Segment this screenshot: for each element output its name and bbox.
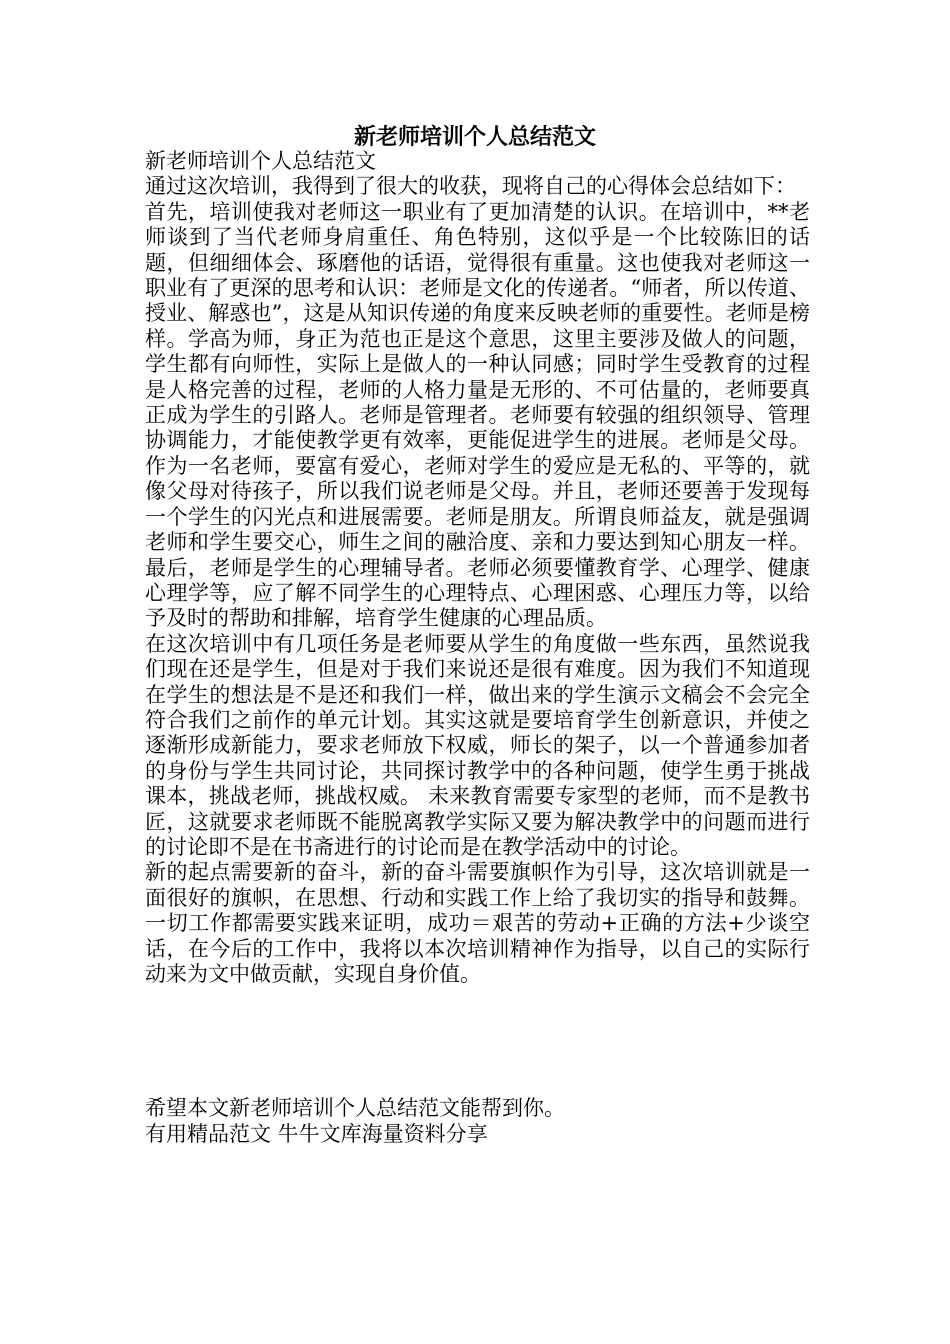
document-footer [145, 1095, 810, 1147]
paragraph-training-tasks: 在这次培训中有几项任务是老师要从学生的角度做一些东西，虽然说我们现在还是学生，但是对于我们来说还是很有难度。因为我们不知道现在学生的想法是不是还和我们一样，做出来的学生演示文稿会不会完全符合我们之前作的单元计划。其实这就是要培育学生创新意识，并使之逐渐形成新能力，要求老师放下权威，师长的架子，以一个普通参加者的身份与学生共同讨论，共同探讨教学中的各种问题，使学生勇于挑战课本，挑战老师，挑战权威。 未来教育需要专家型的老师，而不是教书匠，这就要求老师既不能脱离教学实际又要为解决教学中的问题而进行的讨论即不是在书斋进行的讨论而是在教学活动中的讨论。 [145, 631, 810, 859]
paragraph-conclusion: 新的起点需要新的奋斗，新的奋斗需要旗帜作为引导，这次培训就是一面很好的旗帜，在思想、行动和实践工作上给了我切实的指导和鼓舞。一切工作都需要实践来证明，成功＝艰苦的劳动+正确的方法+少谈空话，在今后的工作中，我将以本次培训精神作为指导，以自己的实际行动来为文中做贡献，实现自身价值。 [145, 860, 810, 986]
document-subtitle: 新老师培训个人总结范文 [145, 149, 376, 173]
footer-line-source: 有用精品范文 牛牛文库海量资料分享 [145, 1122, 488, 1146]
footer-line-wish: 希望本文新老师培训个人总结范文能帮到你。 [145, 1096, 565, 1120]
paragraph-intro: 通过这次培训，我得到了很大的收获，现将自己的心得体会总结如下： [145, 174, 796, 199]
document-body [145, 149, 810, 987]
paragraph-role-of-teacher: 首先，培训使我对老师这一职业有了更加清楚的认识。在培训中，**老师谈到了当代老师身肩重任、角色特别，这似乎是一个比较陈旧的话题，但细细体会、琢磨他的话语，觉得很有重量。这也使我对老师这一职业有了更深的思考和认识：老师是文化的传递者。“师者，所以传道、授业、解惑也”，这是从知识传递的角度来反映老师的重要性。老师是榜样。学高为师，身正为范也正是这个意思，这里主要涉及做人的问题，学生都有向师性，实际上是做人的一种认同感；同时学生受教育的过程是人格完善的过程，老师的人格力量是无形的、不可估量的，老师要真正成为学生的引路人。老师是管理者。老师要有较强的组织领导、管理协调能力，才能使教学更有效率，更能促进学生的进展。老师是父母。作为一名老师，要富有爱心，老师对学生的爱应是无私的、平等的，就像父母对待孩子，所以我们说老师是父母。并且，老师还要善于发现每一个学生的闪光点和进展需要。老师是朋友。所谓良师益友，就是强调老师和学生要交心，师生之间的融洽度、亲和力要达到知心朋友一样。最后，老师是学生的心理辅导者。老师必须要懂教育学、心理学、健康心理学等，应了解不同学生的心理特点、心理困惑、心理压力等，以给予及时的帮助和排解，培育学生健康的心理品质。 [145, 199, 810, 631]
document-title: 新老师培训个人总结范文 [353, 124, 596, 150]
